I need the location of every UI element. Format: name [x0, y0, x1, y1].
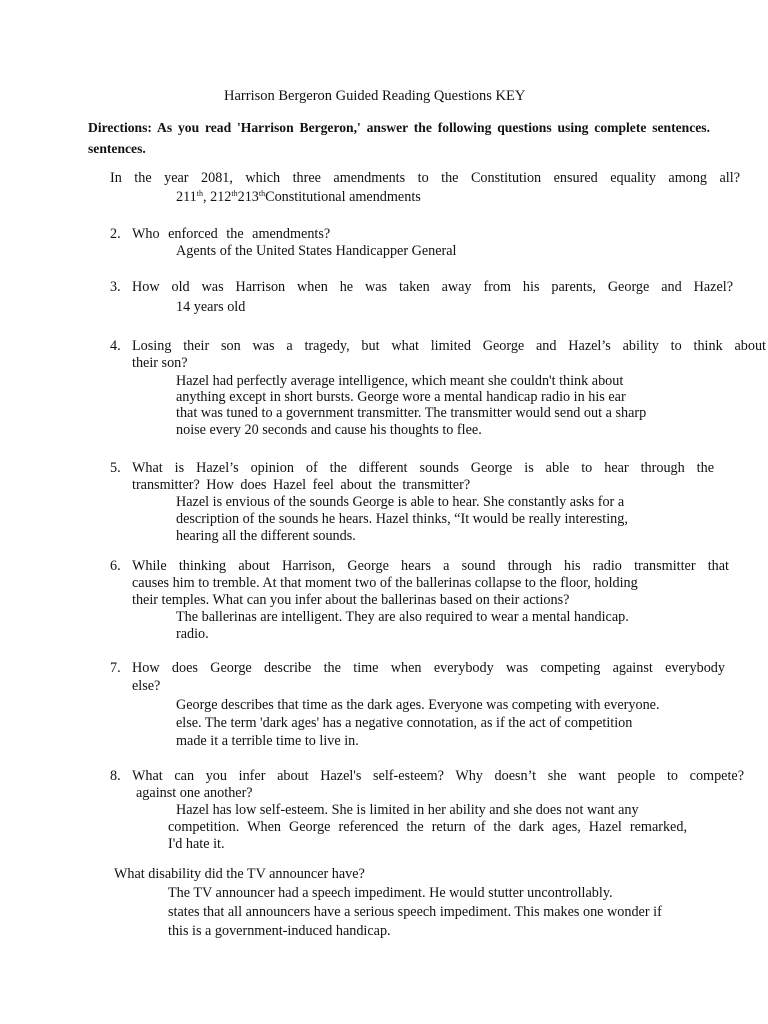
question-7-line-1: How does George describe the time when everybody was competing against everybody — [132, 660, 725, 676]
question-5-line-1: What is Hazel’s opinion of the different sounds George is able to hear through the — [132, 460, 714, 476]
answer-4-line-1: Hazel had perfectly average intelligence, which meant she couldn't think about — [176, 373, 624, 389]
directions-continued: sentences. — [88, 141, 146, 156]
question-2-number: 2. — [110, 226, 121, 242]
question-8-line-2: against one another? — [136, 785, 253, 801]
question-8-number: 8. — [110, 768, 121, 784]
answer-1-sup-b: th — [231, 189, 238, 198]
answer-4-line-3: that was tuned to a government transmitter. The transmitter would send out a sharp — [176, 405, 647, 421]
answer-1-part-b: , 212 — [203, 189, 232, 205]
question-6-line-2: causes him to tremble. At that moment two of the ballerinas collapse to the floor, holding — [132, 575, 638, 591]
question-7-number: 7. — [110, 660, 121, 676]
answer-6-line-2: radio. — [176, 626, 209, 642]
question-5-line-2: transmitter? How does Hazel feel about the transmitter? — [132, 477, 471, 493]
question-3-number: 3. — [110, 279, 121, 295]
answer-2: Agents of the United States Handicapper General — [176, 243, 457, 259]
question-4-number: 4. — [110, 338, 121, 354]
question-6-number: 6. — [110, 558, 121, 574]
answer-6-line-1: The ballerinas are intelligent. They are also required to wear a mental handicap. — [176, 609, 629, 625]
question-4-line-2: their son? — [132, 355, 188, 371]
answer-9-line-3: this is a government-induced handicap. — [168, 923, 391, 939]
answer-8-line-2: competition. When George referenced the return of the dark ages, Hazel remarked, — [168, 819, 687, 835]
answer-1-part-d: Constitutional amendments — [265, 189, 421, 205]
answer-5-line-3: hearing all the different sounds. — [176, 528, 356, 544]
answer-1-part-c: 213 — [237, 189, 259, 205]
directions: Directions: As you read 'Harrison Bergeron,' answer the following questions using complete sentences. — [88, 120, 710, 135]
question-2: Who enforced the amendments? — [132, 226, 331, 242]
question-4-line-1: Losing their son was a tragedy, but what limited George and Hazel’s ability to think about — [132, 338, 766, 354]
answer-7-line-2: else. The term 'dark ages' has a negative connotation, as if the act of competition — [176, 715, 633, 731]
question-7-line-2: else? — [132, 678, 161, 694]
page-title: Harrison Bergeron Guided Reading Questions KEY — [224, 88, 526, 104]
answer-5-line-2: description of the sounds he hears. Hazel thinks, “It would be really interesting, — [176, 511, 628, 527]
question-6-line-3: their temples. What can you infer about the ballerinas based on their actions? — [132, 592, 570, 608]
answer-8-line-1: Hazel has low self-esteem. She is limited in her ability and she does not want any — [176, 802, 639, 818]
question-8-line-1: What can you infer about Hazel's self-esteem? Why doesn’t she want people to compete? — [132, 768, 744, 784]
question-6-line-1: While thinking about Harrison, George hears a sound through his radio transmitter that — [132, 558, 729, 574]
answer-3: 14 years old — [176, 299, 246, 315]
answer-1-part-a: 211 — [176, 189, 197, 205]
answer-9-line-2: states that all announcers have a serious speech impediment. This makes one wonder if — [168, 904, 662, 920]
question-5-number: 5. — [110, 460, 121, 476]
answer-4-line-4: noise every 20 seconds and cause his thoughts to flee. — [176, 422, 482, 438]
answer-4-line-2: anything except in short bursts. George wore a mental handicap radio in his ear — [176, 389, 626, 405]
answer-5-line-1: Hazel is envious of the sounds George is able to hear. She constantly asks for a — [176, 494, 625, 510]
answer-9-line-1: The TV announcer had a speech impediment. He would stutter uncontrollably. — [168, 885, 613, 901]
question-1: In the year 2081, which three amendments to the Constitution ensured equality among all? — [110, 170, 740, 186]
answer-1-sup-c: th — [258, 189, 266, 198]
answer-7-line-3: made it a terrible time to live in. — [176, 733, 359, 749]
answer-7-line-1: George describes that time as the dark ages. Everyone was competing with everyone. — [176, 697, 660, 713]
question-9: What disability did the TV announcer have? — [114, 866, 365, 882]
answer-1-sup-a: th — [196, 189, 203, 198]
answer-8-line-3: I'd hate it. — [168, 836, 225, 852]
question-3: How old was Harrison when he was taken away from his parents, George and Hazel? — [132, 279, 733, 295]
answer-1 — [176, 189, 421, 206]
